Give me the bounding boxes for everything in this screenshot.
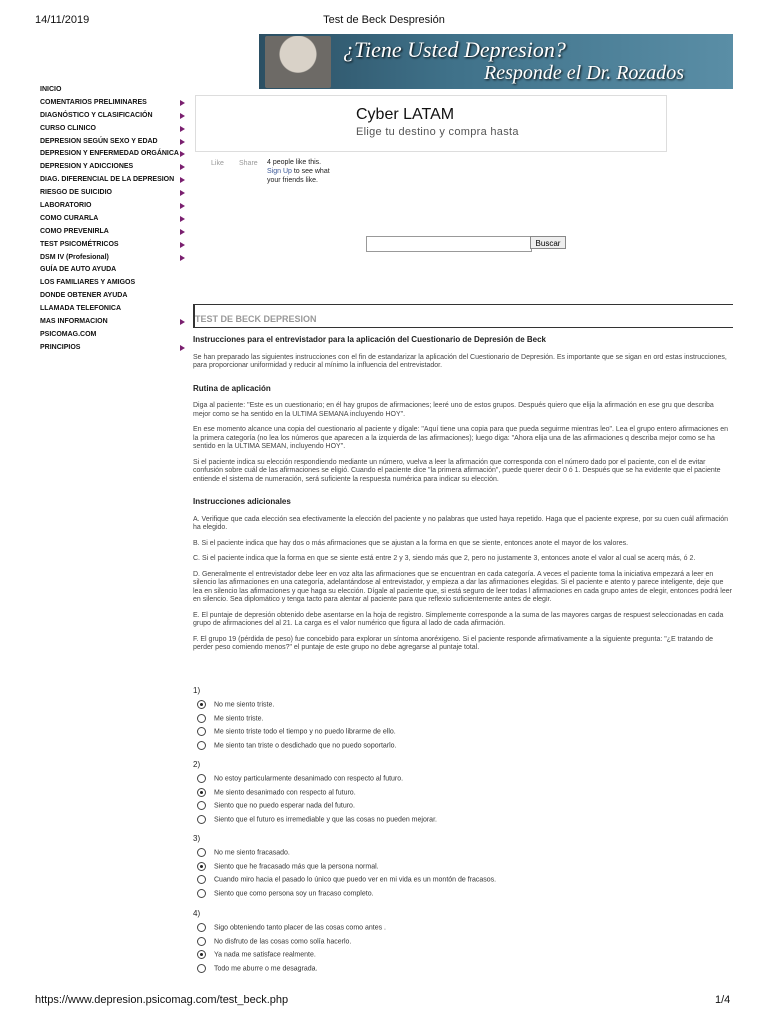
radio-button[interactable]	[197, 788, 206, 797]
sidebar-item[interactable]	[40, 277, 190, 290]
answer-label: Siento que el futuro es irremediable y que las cosas no pueden mejorar.	[214, 816, 437, 824]
sidebar-item[interactable]	[40, 148, 190, 161]
answer-label: Todo me aburre o me desagrada.	[214, 965, 318, 973]
answer-label: Siento que como persona soy un fracaso completo.	[214, 890, 374, 898]
arrow-right-icon	[180, 164, 185, 170]
sidebar-item[interactable]	[40, 290, 190, 303]
radio-button[interactable]	[197, 937, 206, 946]
answer-option[interactable]	[197, 741, 397, 750]
doctor-photo	[265, 36, 331, 88]
answer-label: Me siento tan triste o desdichado que no puedo soportarlo.	[214, 742, 397, 750]
print-title: Test de Beck Despresión	[323, 14, 445, 26]
search-input[interactable]	[366, 236, 532, 252]
section-top-rule	[193, 304, 733, 305]
arrow-right-icon	[180, 319, 185, 325]
sidebar-item[interactable]	[40, 110, 190, 123]
section-bottom-rule	[193, 327, 733, 328]
radio-button[interactable]	[197, 862, 206, 871]
print-url: https://www.depresion.psicomag.com/test_beck.php	[35, 994, 289, 1006]
answer-label: No me siento triste.	[214, 701, 275, 709]
instructions-content	[193, 336, 733, 660]
answer-option[interactable]	[197, 964, 318, 973]
answer-option[interactable]	[197, 700, 274, 709]
print-date: 14/11/2019	[35, 14, 90, 26]
sidebar-item-label: CURSO CLINICO	[40, 124, 96, 132]
arrow-right-icon	[180, 345, 185, 351]
sidebar-item-label: LOS FAMILIARES Y AMIGOS	[40, 279, 136, 287]
sidebar-item-label: INICIO	[40, 86, 62, 93]
sidebar-item-label: TEST PSICOMÉTRICOS	[40, 240, 119, 248]
answer-option[interactable]	[197, 848, 290, 857]
answer-option[interactable]	[197, 714, 263, 723]
sidebar-item[interactable]	[40, 329, 190, 342]
answer-label: Siento que no puedo esperar nada del futuro.	[214, 802, 355, 810]
sidebar-item-label: PRINCIPIOS	[40, 343, 81, 351]
facebook-text-3: your friends like.	[267, 177, 318, 184]
arrow-right-icon	[180, 126, 185, 132]
answer-label: Sigo obteniendo tanto placer de las cosas como antes .	[214, 924, 386, 932]
sidebar-item-label: DIAGNÓSTICO Y CLASIFICACIÓN	[40, 111, 153, 119]
facebook-like-count: 4 people like this.	[267, 159, 322, 166]
sidebar-item[interactable]	[40, 84, 190, 97]
sidebar-item-label: DONDE OBTENER AYUDA	[40, 292, 128, 300]
answer-option[interactable]	[197, 889, 374, 898]
sidebar-item[interactable]	[40, 200, 190, 213]
instructions-heading: Instrucciones para el entrevistador para la aplicación del Cuestionario de Depresión de Beck	[193, 335, 547, 344]
sidebar-item-label: RIESGO DE SUICIDIO	[40, 189, 112, 197]
question-number: 2)	[193, 760, 201, 769]
radio-button[interactable]	[197, 964, 206, 973]
radio-button[interactable]	[197, 741, 206, 750]
facebook-signup-link[interactable]: Sign Up	[267, 168, 292, 175]
sidebar-item[interactable]	[40, 213, 190, 226]
radio-button[interactable]	[197, 875, 206, 884]
sidebar-item[interactable]	[40, 303, 190, 316]
sidebar-item[interactable]	[40, 136, 190, 149]
sidebar-item[interactable]	[40, 342, 190, 355]
sidebar-item-label: COMENTARIOS PRELIMINARES	[40, 98, 147, 106]
question-number: 4)	[193, 909, 201, 918]
section-title: TEST DE BECK DEPRESION	[195, 314, 317, 324]
ad-title[interactable]: Cyber LATAM	[356, 106, 455, 123]
adicional-e: E. El puntaje de depresión obtenido debe asentarse en la hoja de registro. Simplemente corresponde a la suma de las mayores cargas de respuest seleccionadas en cada grupo de afirmaciones del al 21. La carga es el valor numérico que figura al lado de cada afirmación.	[193, 611, 724, 627]
sidebar-item-label: DSM IV (Profesional)	[40, 253, 109, 261]
sidebar-nav	[40, 84, 190, 355]
arrow-right-icon	[180, 255, 185, 261]
radio-button[interactable]	[197, 889, 206, 898]
sidebar-item-label: LLAMADA TELEFONICA	[40, 305, 122, 313]
ad-subtitle: Elige tu destino y compra hasta	[356, 126, 519, 138]
radio-button[interactable]	[197, 774, 206, 783]
arrow-right-icon	[180, 229, 185, 235]
search-button[interactable]: Buscar	[530, 236, 566, 249]
radio-button[interactable]	[197, 700, 206, 709]
adicionales-heading: Instrucciones adicionales	[193, 497, 291, 506]
sidebar-item[interactable]	[40, 252, 190, 265]
facebook-social-text	[267, 158, 347, 185]
adicional-c: C. Si el paciente indica que la forma en que se siente está entre 2 y 3, siendo más que 2, pero no justamente 3, entonces anote el valor al cual se acerq más, ó 2.	[193, 555, 696, 562]
rutina-paragraph-2: En ese momento alcance una copia del cuestionario al paciente y dígale: "Aquí tiene una copia para que pueda seguirme mientras leo". Lea el grupo entero afirmaciones en la primera categoría (no lea los números que aparecen a la izquierda de las afirmaciones); luego diga: "Ahora elija una de las afirmaciones q describa mejor como se ha sentido en la ULTIMA SEMAN, incluyendo HOY".	[193, 426, 728, 450]
intro-paragraph: Se han preparado las siguientes instrucciones con el fin de estandarizar la aplicación del Cuestionario de Depresión. Es importante que se sigan en ord estas instrucciones, para proporcionar uniformidad y reducir al mínimo la influencia del entrevistador.	[193, 353, 727, 369]
answer-option[interactable]	[197, 801, 355, 810]
facebook-share-button[interactable]: Share	[239, 160, 258, 167]
answer-option[interactable]	[197, 862, 379, 871]
radio-button[interactable]	[197, 950, 206, 959]
rutina-heading: Rutina de aplicación	[193, 383, 271, 393]
answer-label: Ya nada me satisface realmente.	[214, 951, 316, 959]
arrow-right-icon	[180, 216, 185, 222]
header-banner	[259, 34, 733, 89]
sidebar-item-label: DEPRESION Y ADICCIONES	[40, 163, 134, 171]
answer-label: No disfruto de las cosas como solía hacerlo.	[214, 938, 352, 946]
answer-option[interactable]	[197, 774, 403, 783]
adicional-a: A. Verifique que cada elección sea efectivamente la elección del paciente y no palabras que usted haya repetido. Haga que el paciente exprese, por su cuen cuál afirmación ha elegido.	[193, 515, 729, 531]
sidebar-item-label: GUÍA DE AUTO AYUDA	[40, 266, 117, 274]
answer-label: No estoy particularmente desanimado con respecto al futuro.	[214, 775, 404, 783]
arrow-right-icon	[180, 139, 185, 145]
print-page-number: 1/4	[715, 994, 731, 1006]
adicional-f: F. El grupo 19 (pérdida de peso) fue concebido para explorar un síntoma anoréxigeno. Si el paciente responde afirmativamente a la siguiente pregunta: "¿E tratando de perder peso comiendo menos?" el puntaje de este grupo no debe agregarse al puntaje total.	[193, 635, 714, 651]
arrow-right-icon	[180, 177, 185, 183]
sidebar-item[interactable]	[40, 187, 190, 200]
radio-button[interactable]	[197, 714, 206, 723]
answer-label: Cuando miro hacia el pasado lo único que puedo ver en mi vida es un montón de fracasos.	[214, 876, 497, 884]
answer-label: Siento que he fracasado más que la persona normal.	[214, 863, 379, 871]
answer-option[interactable]	[197, 937, 351, 946]
radio-button[interactable]	[197, 923, 206, 932]
banner-headline: ¿Tiene Usted Depresion?	[343, 37, 566, 62]
sidebar-item[interactable]	[40, 174, 190, 187]
arrow-right-icon	[180, 100, 185, 106]
facebook-text-2: to see what	[291, 168, 330, 175]
sidebar-item-label: PSICOMAG.COM	[40, 330, 97, 338]
answer-label: No me siento fracasado.	[214, 849, 290, 857]
answer-option[interactable]	[197, 875, 496, 884]
answer-option[interactable]	[197, 923, 386, 932]
question-number: 3)	[193, 834, 201, 843]
radio-button[interactable]	[197, 801, 206, 810]
advertisement[interactable]	[195, 95, 667, 152]
sidebar-item[interactable]	[40, 226, 190, 239]
sidebar-item[interactable]	[40, 239, 190, 252]
sidebar-item-label: LABORATORIO	[40, 202, 92, 210]
sidebar-item-label: DEPRESION Y ENFERMEDAD ORGÁNICA	[40, 150, 179, 158]
arrow-right-icon	[180, 151, 185, 157]
sidebar-item-label: MAS INFORMACION	[40, 318, 108, 326]
arrow-right-icon	[180, 203, 185, 209]
sidebar-item[interactable]	[40, 123, 190, 136]
sidebar-item[interactable]	[40, 264, 190, 277]
answer-option[interactable]	[197, 950, 316, 959]
sidebar-item[interactable]	[40, 161, 190, 174]
radio-button[interactable]	[197, 727, 206, 736]
adicional-d: D. Generalmente el entrevistador debe leer en voz alta las afirmaciones que se encuentran en cada categoría. A veces el paciente toma la iniciativa empezará a leer en silencio las afirmaciones en una categoría, adelantándose al entrevistador, y empieza a dar las afirmaciones elegidas. Si el paciente e atento y parece inteligente, deje que lea en silencio las afirmaciones y que haga su elección. Dígale al paciente que, si está seguro de leer todas l afirmaciones en cada grupo antes de elegir, entonces podrá leer en silencio. Sea diplomático y tenga tacto para alentar al paciente para que reflexio suficientemente antes de elegir.	[193, 570, 732, 603]
sidebar-item[interactable]	[40, 316, 190, 329]
arrow-right-icon	[180, 190, 185, 196]
sidebar-item-label: DIAG. DIFERENCIAL DE LA DEPRESION	[40, 176, 175, 184]
answer-option[interactable]	[197, 727, 396, 736]
sidebar-item-label: DEPRESION SEGÚN SEXO Y EDAD	[40, 137, 158, 145]
question-number: 1)	[193, 686, 201, 695]
adicional-b: B. Si el paciente indica que hay dos o más afirmaciones que se ajustan a la forma en que se siente, entonces anote el mayor de los valores.	[193, 539, 629, 547]
answer-label: Me siento desanimado con respecto al futuro.	[214, 789, 356, 797]
answer-label: Me siento triste.	[214, 715, 264, 723]
sidebar-item[interactable]	[40, 97, 190, 110]
arrow-right-icon	[180, 242, 185, 248]
sidebar-item-label: COMO CURARLA	[40, 214, 99, 222]
banner-subheadline: Responde el Dr. Rozados	[484, 62, 684, 84]
answer-option[interactable]	[197, 815, 437, 824]
facebook-like-button[interactable]: Like	[211, 160, 224, 167]
radio-button[interactable]	[197, 815, 206, 824]
answer-option[interactable]	[197, 788, 356, 797]
radio-button[interactable]	[197, 848, 206, 857]
rutina-paragraph-1: Diga al paciente: "Este es un cuestionario; en él hay grupos de afirmaciones; leeré uno de estos grupos. Después quiero que elija la afirmación en ese gru que describa mejor como se ha sentido en la ULTIMA SEMANA incluyendo HOY".	[193, 402, 714, 418]
answer-label: Me siento triste todo el tiempo y no puedo librarme de ello.	[214, 728, 396, 736]
sidebar-item-label: COMO PREVENIRLA	[40, 227, 109, 235]
rutina-paragraph-3: Si el paciente indica su elección respondiendo mediante un número, vuelva a leer la afirmación que corresponda con el número dado por el paciente, con el de evitar confusión sobre cuál de las afirmaciones se eligió. Cuando el paciente dice "la primera afirmación", puede querer decir 0 ó 1. Después que se ha evidente que el paciente entiende el sistema de numeración, será suficiente la respuesta numérica para indicar su elección.	[193, 458, 721, 483]
arrow-right-icon	[180, 113, 185, 119]
